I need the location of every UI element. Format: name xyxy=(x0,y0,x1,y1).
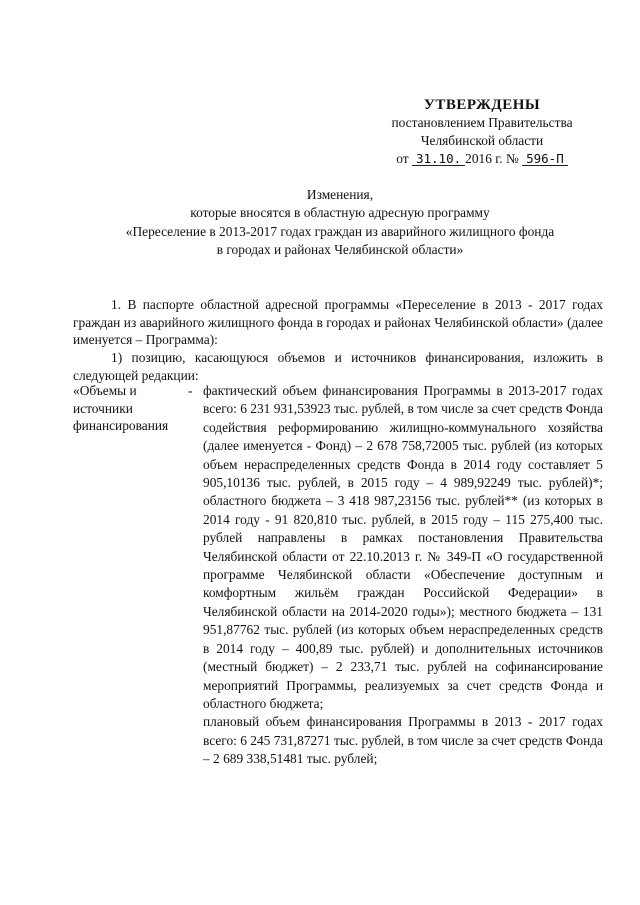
funding-description xyxy=(203,382,603,769)
approval-stamp: УТВЕРЖДЕНЫ xyxy=(423,97,541,113)
paragraph-1 xyxy=(73,296,603,349)
funding-planned-text: плановый объем финансирования Программы в 2013 - 2017 годах всего: 6 245 731,87271 тыс. рублей, в том числе за счет средств Фонда – 2 689 338,51481 тыс. рублей; xyxy=(203,714,603,767)
approval-from: от xyxy=(396,151,409,166)
title-line-2: которые вносятся в областную адресную программу xyxy=(190,205,490,221)
funding-label: «Объемы и источники финансирования xyxy=(73,383,169,434)
approval-year: 2016 г. xyxy=(465,151,503,166)
approval-line-1: постановлением Правительства xyxy=(391,115,573,130)
title-line-3: «Переселение в 2013-2017 годах граждан из аварийного жилищного фонда xyxy=(125,223,555,239)
paragraph-1-text: 1. В паспорте областной адресной программы «Переселение в 2013 - 2017 годах граждан из аварийного жилищного фонда в городах и районах Челябинской области» (далее именуется – Программа): xyxy=(73,297,603,348)
title-line-4: в городах и районах Челябинской области» xyxy=(216,241,464,257)
funding-actual-text: фактический объем финансирования Программы в 2013-2017 годах всего: 6 231 931,53923 тыс. рублей, в том числе за счет средств Фонда содействия реформированию жилищно-коммунального хозяйства (далее именуется - Фонд) – 2 678 758,72005 тыс. рублей (из которых объем нераспределенных средств Фонда в 2014 году составляет 5 905,10136 тыс. рублей, в 2015 году – 4 989,92249 тыс. рублей)*; областного бюджета – 3 418 987,23156 тыс. рублей** (из которых в 2014 году - 91 820,810 тыс. рублей, в 2015 году – 115 275,400 тыс. рублей направлены в рамках постановления Правительства Челябинской области от 22.10.2013 г. № 349-П «О государственной программе Челябинской области «Обеспечение доступным и комфортным жильём граждан Российской Федерации» в Челябинской области на 2014-2020 годы»); местного бюджета – 131 951,87762 тыс. рублей (из которых объем нераспределенных средств в 2014 году – 400,89 тыс. рублей) и дополнительных источников (местный бюджет) – 2 233,71 тыс. рублей на софинансирование мероприятий Программы, реализуемых за счет средств Фонда и областного бюджета; xyxy=(203,383,603,711)
funding-dash: - xyxy=(188,383,193,398)
approval-line-2: Челябинской области xyxy=(420,133,544,148)
title-line-1: Изменения, xyxy=(306,187,374,202)
paragraph-2-text: 1) позицию, касающуюся объемов и источников финансирования, изложить в следующей редакции: xyxy=(73,350,603,383)
number-sign: № xyxy=(505,151,519,166)
handwritten-date: 31.10. xyxy=(412,152,465,166)
paragraph-2 xyxy=(73,349,603,384)
approval-date-line xyxy=(372,150,592,168)
document-title xyxy=(60,186,620,259)
handwritten-number: 596-П xyxy=(522,152,568,166)
approval-block xyxy=(372,96,592,168)
